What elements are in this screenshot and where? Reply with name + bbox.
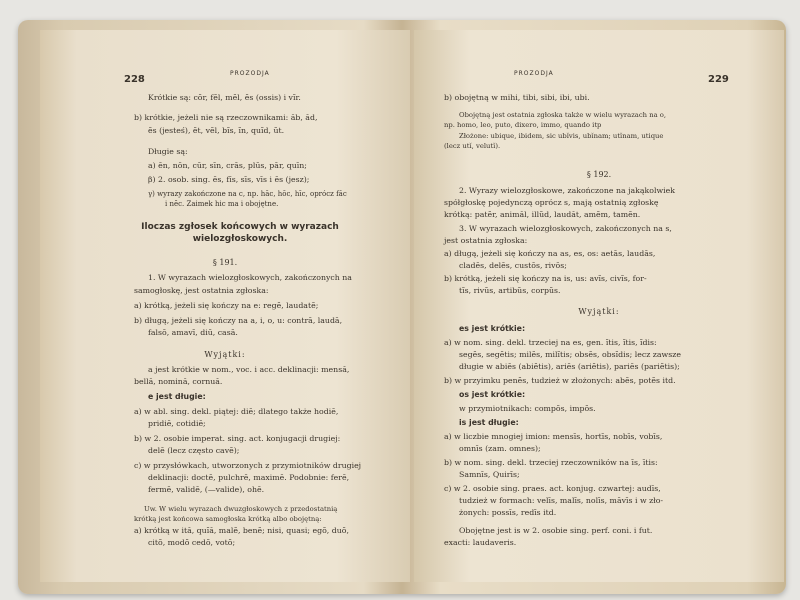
text-line: jest ostatnia zgłoska: [444,236,528,245]
left-page [40,30,410,582]
exceptions-heading: Wyjątki: [204,350,246,359]
text-line: Uw. W wielu wyrazach dwuzgłoskowych z przedostatnią [144,505,338,513]
text-line: samogłoskę, jest ostatnia zgłoska: [134,286,269,295]
text-line: 2. Wyrazy wielozgłoskowe, zakończone na jakąkolwiek [459,186,675,195]
text-line: e jest długie: [148,392,206,401]
text-line: pridiē, cotidiē; [148,419,206,428]
text-line: b) długą, jeżeli się kończy na a, i, o, u: contrā, laudā, [134,316,343,325]
section-heading: wielozgłoskowych. [192,234,288,244]
right-page [414,30,784,582]
text-line: spółgłoskę pojedynczą oprócz s, mają ostatnią zgłoskę [444,198,659,207]
text-line: b) w nom. sing. dekl. trzeciej rzeczowników na īs, ītis: [444,458,658,467]
text-line: a) w nom. sing. dekl. trzeciej na es, gen. ĭtis, ĭtis, ĭdis: [444,338,657,347]
text-line: a) długą, jeżeli się kończy na as, es, os: aetās, laudās, [444,249,656,258]
section-number: § 192. [586,170,612,179]
text-line: os jest krótkie: [459,390,526,399]
text-line: Samnīs, Quirīs; [459,470,520,479]
text-line: c) w 2. osobie sing. praes. act. konjug. czwartej: audīs, [444,484,661,493]
text-line: b) w przyimku penĕs, tudzież w złożonych: abĕs, potĕs itd. [444,376,676,385]
text-line: es jest krótkie: [459,324,526,333]
text-line: Złożone: ubique, ibidem, sic ubĭvis, ubĭnam; utĭnam, utique [459,132,664,140]
text-line: np. homo, leo, puto, dixero, immo, quando itp [444,121,602,129]
text-line: γ) wyrazy zakończone na c, np. hāc, hōc, hīc, oprócz făc [148,190,347,198]
page-number: 228 [124,74,145,85]
section-number: § 191. [212,258,238,267]
text-line: Krótkie są: cŏr, fĕl, mĕl, ĕs (ossis) i vĭr. [148,93,301,102]
text-line: żonych: possīs, redīs itd. [459,508,557,517]
text-line: a) ēn, nōn, cūr, sīn, crās, plūs, pār, quīn; [148,161,307,170]
text-line: krótką jest końcowa samogłoska krótką albo obojętną: [134,515,322,523]
text-line: a) w liczbie mnogiej imion: mensīs, hortīs, nobīs, vobīs, [444,432,663,441]
text-line: falsō, amavī, diū, casā. [148,328,238,337]
running-head: PROZODJA [230,70,270,77]
text-line: tĭs, rivŭs, artibŭs, corpŭs. [459,286,561,295]
text-line: Obojętne jest is w 2. osobie sing. perf. coni. i fut. [459,526,653,535]
text-line: delē (lecz często cavĕ); [148,446,240,455]
text-line: a) w abl. sing. dekl. piątej: diē; dlatego także hodiē, [134,407,339,416]
text-line: w przymiotnikach: compŏs, impŏs. [459,404,596,413]
text-line: deklinacji: doctē, pulchrē, maximē. Podobnie: ferē, [148,473,350,482]
text-line: β) 2. osob. sing. ēs, fīs, sīs, vīs i ēs (jesz); [148,175,310,184]
text-line: b) krótką, jeżeli się kończy na is, us: avĭs, civĭs, for- [444,274,647,283]
text-line: ĕs (jesteś), ĕt, vĕl, bĭs, ĭn, quĭd, ŭt. [148,126,285,135]
text-line: b) obojętną w mihi, tibi, sibi, ibi, ubi. [444,93,590,102]
text-line: a) krótką, jeżeli się kończy na e: regĕ, laudatĕ; [134,301,319,310]
text-line: a jest krótkie w nom., voc. i acc. deklinacji: mensă, [148,365,350,374]
text-line: is jest długie: [459,418,519,427]
text-line: (lecz utĭ, velutĭ). [444,142,501,150]
text-line: exacti: laudaveris. [444,538,517,547]
text-line: omnīs (zam. omnes); [459,444,541,453]
text-line: b) krótkie, jeżeli nie są rzeczownikami: ăb, ăd, [134,113,318,122]
text-line: bellă, nomină, cornuă. [134,377,223,386]
section-heading: Iloczas zgłosek końcowych w wyrazach [141,222,339,232]
text-line: Obojętną jest ostatnia zgłoska także w wielu wyrazach na o, [459,111,667,119]
text-line: długie w abiēs (abiĕtis), ariēs (ariĕtis), pariēs (pariĕtis); [459,362,680,371]
text-line: segĕs, segĕtis; milĕs, milĭtis; obsĕs, obsĭdis; lecz zawsze [459,350,681,359]
running-head: PROZODJA [514,70,554,77]
text-line: 1. W wyrazach wielozgłoskowych, zakończonych na [148,273,352,282]
text-line: Długie są: [148,147,188,156]
text-line: citŏ, modŏ cedŏ, votŏ; [148,538,236,547]
text-line: a) krótką w ită, quĭă, malĕ, benĕ; nisi, quasi; egŏ, duŏ, [134,526,349,535]
exceptions-heading: Wyjątki: [578,307,620,316]
text-line: tudzież w formach: velīs, malīs, nolīs, māvīs i w zło- [459,496,664,505]
text-line: fermē, validē, (—valide), ohē. [148,485,265,494]
text-line: 3. W wyrazach wielozgłoskowych, zakończonych na s, [459,224,672,233]
text-line: krótką: patĕr, animăl, illŭd, laudăt, amĕm, tamĕn. [444,210,641,219]
text-line: i nĕc. Zaimek hic ma i obojętne. [165,200,279,208]
open-book [18,20,786,594]
text-line: c) w przysłówkach, utworzonych z przymiotników drugiej [134,461,362,470]
text-line: b) w 2. osobie imperat. sing. act. konjugacji drugiej: [134,434,341,443]
page-number: 229 [708,74,729,85]
text-line: cladēs, delēs, custōs, rivōs; [459,261,567,270]
